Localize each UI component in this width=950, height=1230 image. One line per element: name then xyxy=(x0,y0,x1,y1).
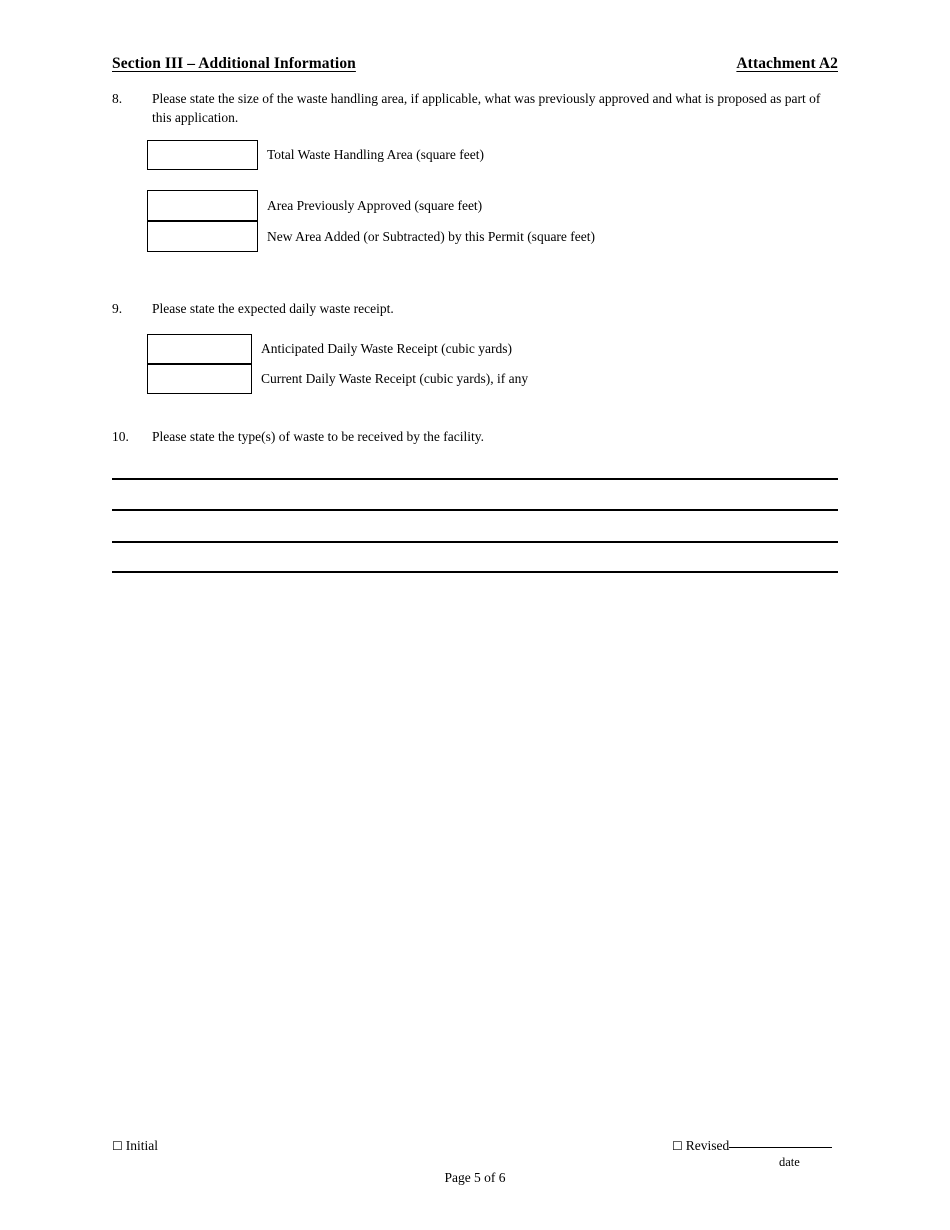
section-title: Section III – Additional Information xyxy=(112,55,356,72)
area-approved-group xyxy=(147,190,595,252)
page-header xyxy=(112,55,838,73)
date-caption: date xyxy=(779,1155,800,1169)
answer-line-3[interactable] xyxy=(112,541,838,543)
field-row xyxy=(147,190,595,221)
total-waste-handling-area-group xyxy=(147,140,484,170)
current-daily-waste-receipt-label: Current Daily Waste Receipt (cubic yards), if any xyxy=(261,371,529,387)
question-9-text: Please state the expected daily waste receipt. xyxy=(152,301,394,316)
answer-line-2[interactable] xyxy=(112,509,838,511)
checkbox-empty-icon[interactable]: ☐ xyxy=(112,1139,123,1153)
initial-checkbox-group[interactable] xyxy=(112,1138,158,1154)
revised-label: Revised xyxy=(685,1138,730,1153)
question-8-text: Please state the size of the waste handling area, if applicable, what was previously approved and what is proposed as part of this application. xyxy=(152,91,821,125)
revised-checkbox-group[interactable] xyxy=(672,1138,832,1154)
field-row xyxy=(147,221,595,252)
field-row xyxy=(147,140,484,170)
question-10-text: Please state the type(s) of waste to be received by the facility. xyxy=(152,429,484,444)
question-9 xyxy=(112,300,838,319)
checkbox-empty-icon[interactable]: ☐ xyxy=(672,1139,683,1153)
question-8-number: 8. xyxy=(112,91,123,106)
anticipated-daily-waste-receipt-input[interactable] xyxy=(147,334,252,364)
area-previously-approved-label: Area Previously Approved (square feet) xyxy=(267,197,483,213)
revised-date-input[interactable] xyxy=(729,1147,832,1148)
question-9-number: 9. xyxy=(112,301,123,316)
new-area-added-input[interactable] xyxy=(147,221,258,252)
question-10 xyxy=(112,428,838,447)
daily-waste-receipt-group xyxy=(147,334,528,394)
total-waste-handling-area-input[interactable] xyxy=(147,140,258,170)
question-8 xyxy=(112,90,838,127)
anticipated-daily-waste-receipt-label: Anticipated Daily Waste Receipt (cubic yards) xyxy=(261,341,512,357)
total-waste-handling-area-label: Total Waste Handling Area (square feet) xyxy=(267,147,485,163)
current-daily-waste-receipt-input[interactable] xyxy=(147,364,252,394)
attachment-label: Attachment A2 xyxy=(736,55,838,72)
initial-label: Initial xyxy=(125,1138,159,1153)
answer-line-4[interactable] xyxy=(112,571,838,573)
answer-line-1[interactable] xyxy=(112,478,838,480)
field-row xyxy=(147,364,528,394)
new-area-added-label: New Area Added (or Subtracted) by this Permit (square feet) xyxy=(267,228,596,244)
field-row xyxy=(147,334,528,364)
question-10-number: 10. xyxy=(112,429,129,444)
area-previously-approved-input[interactable] xyxy=(147,190,258,221)
page-number: Page 5 of 6 xyxy=(444,1170,506,1185)
